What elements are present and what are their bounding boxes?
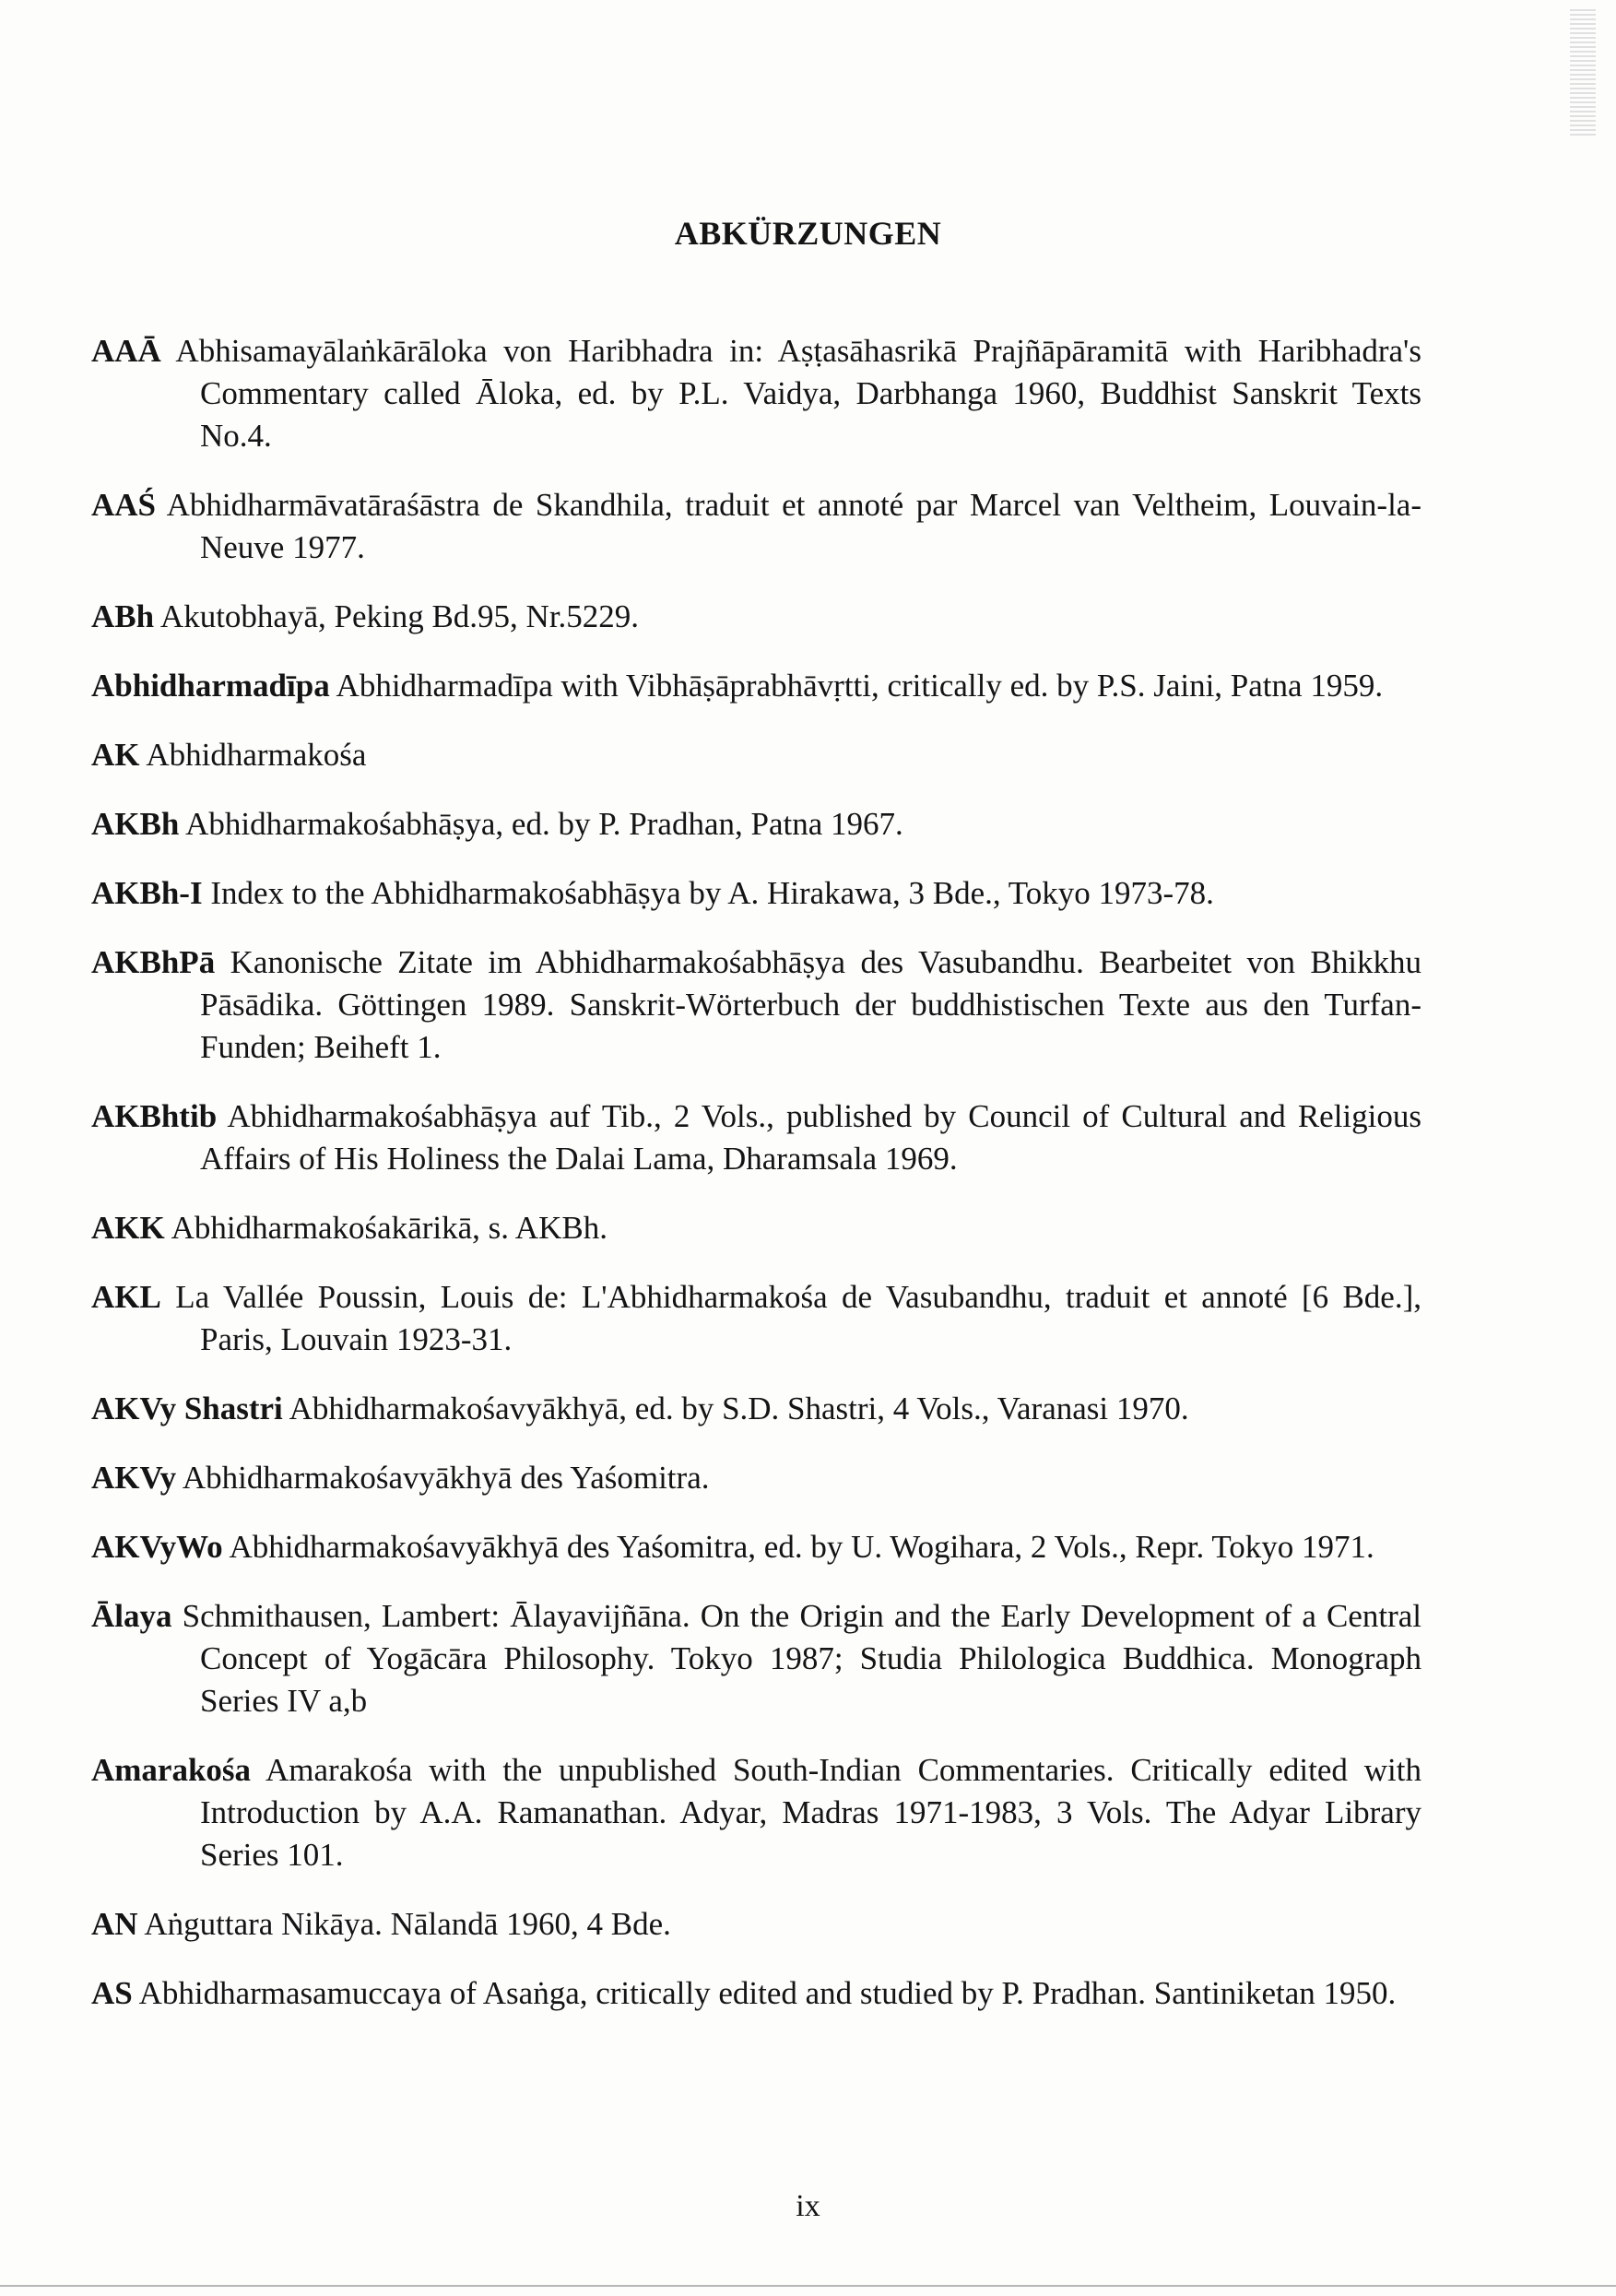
abbreviation-list xyxy=(91,330,1421,2042)
entry-abbreviation: AAĀ xyxy=(91,333,161,369)
entry-abbreviation: AKBh-I xyxy=(91,875,203,911)
entry-abbreviation: AKK xyxy=(91,1210,165,1246)
entry-text: Abhidharmadīpa with Vibhāṣāprabhāvṛtti, critically ed. by P.S. Jaini, Patna 1959. xyxy=(336,668,1384,704)
entry-text: Kanonische Zitate im Abhidharmakośabhāṣya des Vasubandhu. Bearbeitet von Bhikkhu Pāsādika. Göttingen 1989. Sanskrit-Wörterbuch der buddhistischen Texte aus den Turfan-Funden; Beiheft 1. xyxy=(200,944,1421,1065)
entry-text: Abhisamayālaṅkārāloka von Haribhadra in: Aṣṭasāhasrikā Prajñāpāramitā with Haribhadra's Commentary called Āloka, ed. by P.L. Vaidya, Darbhanga 1960, Buddhist Sanskrit Texts No.4. xyxy=(175,333,1421,454)
entry-text: La Vallée Poussin, Louis de: L'Abhidharmakośa de Vasubandhu, traduit et annoté [6 Bde.], Paris, Louvain 1923-31. xyxy=(175,1279,1422,1357)
entry-abbreviation: Amarakośa xyxy=(91,1752,252,1788)
entry-text: Abhidharmāvatāraśāstra de Skandhila, traduit et annoté par Marcel van Veltheim, Louvain-la-Neuve 1977. xyxy=(166,487,1421,565)
abbreviation-entry xyxy=(91,734,1421,776)
entry-abbreviation: Ālaya xyxy=(91,1598,172,1634)
entry-text: Schmithausen, Lambert: Ālayavijñāna. On the Origin and the Early Development of a Central Concept of Yogācāra Philosophy. Tokyo 1987; Studia Philologica Buddhica. Monograph Series IV a,b xyxy=(182,1598,1421,1719)
entry-text: Abhidharmakośavyākhyā des Yaśomitra, ed. by U. Wogihara, 2 Vols., Repr. Tokyo 1971. xyxy=(229,1529,1374,1565)
scan-edge-line xyxy=(0,2285,1616,2287)
abbreviation-entry xyxy=(91,1457,1421,1499)
abbreviation-entry xyxy=(91,484,1421,569)
entry-abbreviation: AKVy xyxy=(91,1460,177,1496)
entry-abbreviation: AKBhPā xyxy=(91,944,216,980)
entry-text: Abhidharmakośakārikā, s. AKBh. xyxy=(171,1210,607,1246)
page-number: ix xyxy=(796,2189,820,2223)
abbreviation-entry xyxy=(91,1526,1421,1568)
entry-text: Index to the Abhidharmakośabhāṣya by A. Hirakawa, 3 Bde., Tokyo 1973-78. xyxy=(210,875,1214,911)
abbreviation-entry xyxy=(91,803,1421,846)
entry-abbreviation: AKBh xyxy=(91,806,180,842)
abbreviation-entry xyxy=(91,1749,1421,1876)
entry-abbreviation: AKBhtib xyxy=(91,1098,218,1134)
abbreviation-entry xyxy=(91,665,1421,707)
abbreviation-entry xyxy=(91,596,1421,638)
abbreviation-entry xyxy=(91,872,1421,915)
entry-abbreviation: AAŚ xyxy=(91,487,157,523)
abbreviation-entry xyxy=(91,330,1421,457)
entry-text: Abhidharmakośavyākhyā, ed. by S.D. Shastri, 4 Vols., Varanasi 1970. xyxy=(289,1391,1189,1426)
entry-abbreviation: AK xyxy=(91,737,140,773)
entry-abbreviation: AKL xyxy=(91,1279,161,1315)
abbreviation-entry xyxy=(91,1207,1421,1249)
abbreviation-entry xyxy=(91,1595,1421,1722)
entry-text: Abhidharmasamuccaya of Asaṅga, critically edited and studied by P. Pradhan. Santiniketan 1950. xyxy=(138,1975,1397,2011)
entry-text: Abhidharmakośabhāṣya auf Tib., 2 Vols., published by Council of Cultural and Religious Affairs of His Holiness the Dalai Lama, Dharamsala 1969. xyxy=(200,1098,1422,1177)
entry-text: Amarakośa with the unpublished South-Indian Commentaries. Critically edited with Introduction by A.A. Ramanathan. Adyar, Madras 1971-1983, 3 Vols. The Adyar Library Series 101. xyxy=(200,1752,1422,1873)
abbreviation-entry xyxy=(91,941,1421,1069)
scan-artifact xyxy=(1570,9,1596,138)
entry-abbreviation: AS xyxy=(91,1975,133,2011)
entry-abbreviation: AKVyWo xyxy=(91,1529,223,1565)
abbreviation-entry xyxy=(91,1276,1421,1361)
entry-text: Abhidharmakośavyākhyā des Yaśomitra. xyxy=(182,1460,710,1496)
page-title: ABKÜRZUNGEN xyxy=(674,215,942,252)
entry-abbreviation: AN xyxy=(91,1906,138,1942)
entry-text: Abhidharmakośabhāṣya, ed. by P. Pradhan, Patna 1967. xyxy=(185,806,903,842)
entry-text: Abhidharmakośa xyxy=(146,737,367,773)
entry-abbreviation: AKVy Shastri xyxy=(91,1391,283,1426)
abbreviation-entry xyxy=(91,1388,1421,1430)
entry-text: Aṅguttara Nikāya. Nālandā 1960, 4 Bde. xyxy=(144,1906,671,1942)
abbreviation-entry xyxy=(91,1903,1421,1946)
entry-text: Akutobhayā, Peking Bd.95, Nr.5229. xyxy=(159,598,640,634)
abbreviation-entry xyxy=(91,1095,1421,1180)
entry-abbreviation: ABh xyxy=(91,598,155,634)
entry-abbreviation: Abhidharmadīpa xyxy=(91,668,330,704)
abbreviation-entry xyxy=(91,1972,1421,2015)
